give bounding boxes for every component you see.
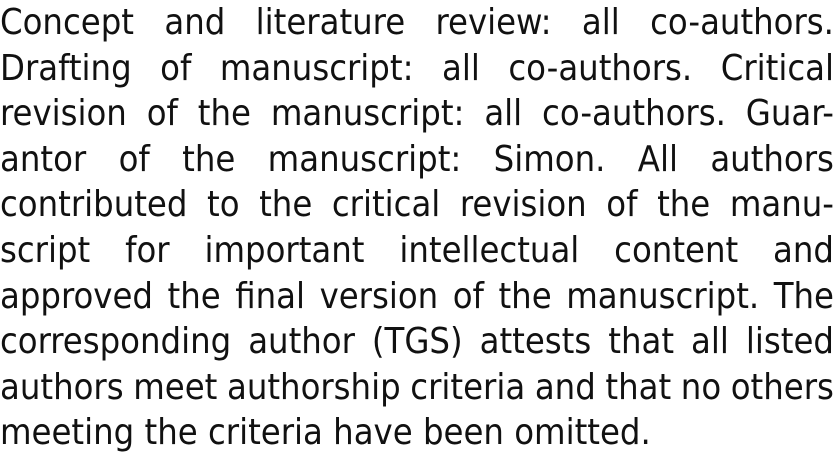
word: of: [452, 275, 484, 317]
word: co-authors.: [650, 2, 834, 43]
paragraph-line: [0, 46, 834, 92]
word: have: [333, 412, 413, 454]
word: the: [657, 184, 711, 226]
word: manuscript.: [566, 275, 760, 317]
word: meeting: [0, 412, 135, 454]
word: authors: [710, 138, 834, 180]
word: all: [484, 93, 523, 135]
word: author: [248, 321, 355, 363]
word: of: [146, 93, 178, 135]
paragraph-line: [0, 319, 834, 365]
word: The: [773, 275, 834, 317]
word: manuscript:: [267, 138, 462, 180]
word: manuscript:: [270, 93, 465, 135]
paragraph-line: [0, 0, 834, 46]
word: been: [422, 412, 504, 454]
word: manuscript:: [219, 47, 414, 89]
word: approved: [0, 275, 153, 317]
word: that: [605, 366, 672, 408]
word: Guar-: [745, 93, 834, 135]
word: co-authors.: [542, 93, 726, 135]
word: revision: [459, 184, 587, 226]
word: All: [637, 138, 678, 180]
word: review:: [435, 2, 552, 43]
paragraph-line: [0, 228, 834, 274]
word: final: [235, 275, 306, 317]
word: that: [608, 321, 675, 363]
word: Simon.: [493, 138, 606, 180]
paragraph-line: [0, 274, 834, 320]
paragraph-line: [0, 365, 834, 411]
word: script: [0, 229, 91, 271]
word: authors: [0, 366, 124, 408]
word: revision: [0, 93, 127, 135]
word: contributed: [0, 184, 188, 226]
paragraph-last-line: [0, 410, 834, 456]
word: critical: [331, 184, 441, 226]
word: the: [259, 184, 313, 226]
word: version: [319, 275, 439, 317]
word: intellectual: [399, 229, 580, 271]
word: the: [498, 275, 552, 317]
word: omitted.: [514, 412, 651, 454]
word: attests: [479, 321, 592, 363]
paragraph-line: [0, 137, 834, 183]
word: the: [182, 138, 236, 180]
paragraph-line: [0, 182, 834, 228]
word: all: [581, 2, 620, 43]
word: the: [167, 275, 221, 317]
word: the: [197, 93, 251, 135]
word: criteria: [410, 366, 526, 408]
word: the: [144, 412, 198, 454]
word: corresponding: [0, 321, 232, 363]
word: meet: [133, 366, 218, 408]
word: co-authors.: [508, 47, 693, 89]
word: and: [773, 229, 834, 271]
word: (TGS): [371, 321, 463, 363]
word: Drafting: [0, 47, 132, 89]
word: Concept: [0, 2, 134, 43]
word: all: [441, 47, 480, 89]
word: for: [125, 229, 170, 271]
word: content: [614, 229, 739, 271]
word: of: [160, 47, 192, 89]
word: Critical: [720, 47, 834, 89]
word: others: [730, 366, 834, 408]
word: important: [204, 229, 365, 271]
paragraph-line: [0, 91, 834, 137]
word: authorship: [226, 366, 401, 408]
word: no: [680, 366, 722, 408]
word: to: [207, 184, 240, 226]
word: all: [691, 321, 729, 363]
word: antor: [0, 138, 87, 180]
word: and: [534, 366, 596, 408]
word: literature: [255, 2, 406, 43]
word: and: [164, 2, 226, 43]
word: of: [606, 184, 638, 226]
word: manu-: [729, 184, 834, 226]
word: listed: [745, 321, 834, 363]
word: of: [118, 138, 150, 180]
word: criteria: [207, 412, 323, 454]
